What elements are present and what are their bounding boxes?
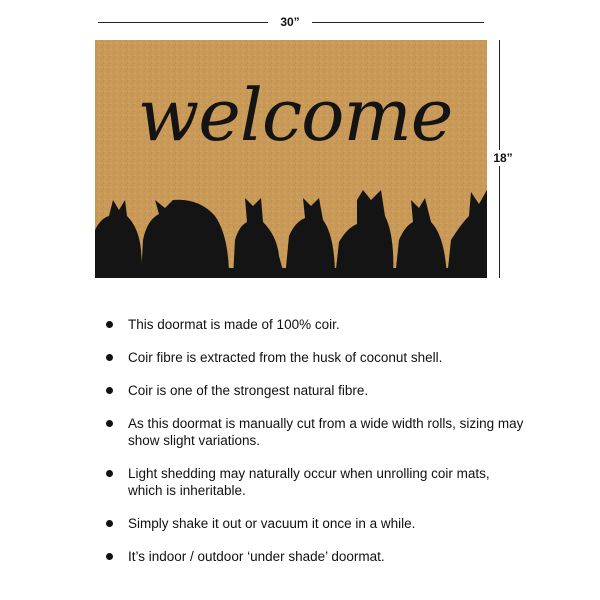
list-item: [104, 548, 524, 565]
height-dimension-label: 18”: [488, 150, 518, 166]
bullet-icon: [106, 387, 113, 394]
doormat-image: [95, 40, 487, 278]
bullet-icon: [106, 553, 113, 560]
bullet-icon: [106, 520, 113, 527]
list-item: [104, 349, 524, 366]
feature-list: [104, 316, 524, 581]
feature-text: Coir is one of the strongest natural fibre.: [128, 383, 369, 398]
mat-welcome-text: welcome: [137, 73, 453, 157]
list-item: [104, 465, 524, 499]
feature-text: As this doormat is manually cut from a wide width rolls, sizing may show slight variations.: [128, 416, 524, 448]
feature-text: Simply shake it out or vacuum it once in a while.: [128, 516, 416, 531]
bullet-icon: [106, 420, 113, 427]
list-item: [104, 415, 524, 449]
bullet-icon: [106, 354, 113, 361]
list-item: [104, 316, 524, 333]
feature-text: Light shedding may naturally occur when unrolling coir mats, which is inheritable.: [128, 466, 490, 498]
bullet-icon: [106, 470, 113, 477]
list-item: [104, 515, 524, 532]
feature-text: It’s indoor / outdoor ‘under shade’ doormat.: [128, 549, 385, 564]
bullet-icon: [106, 321, 113, 328]
list-item: [104, 382, 524, 399]
width-dimension-label: 30”: [268, 14, 312, 30]
feature-text: This doormat is made of 100% coir.: [128, 317, 340, 332]
feature-text: Coir fibre is extracted from the husk of coconut shell.: [128, 350, 443, 365]
